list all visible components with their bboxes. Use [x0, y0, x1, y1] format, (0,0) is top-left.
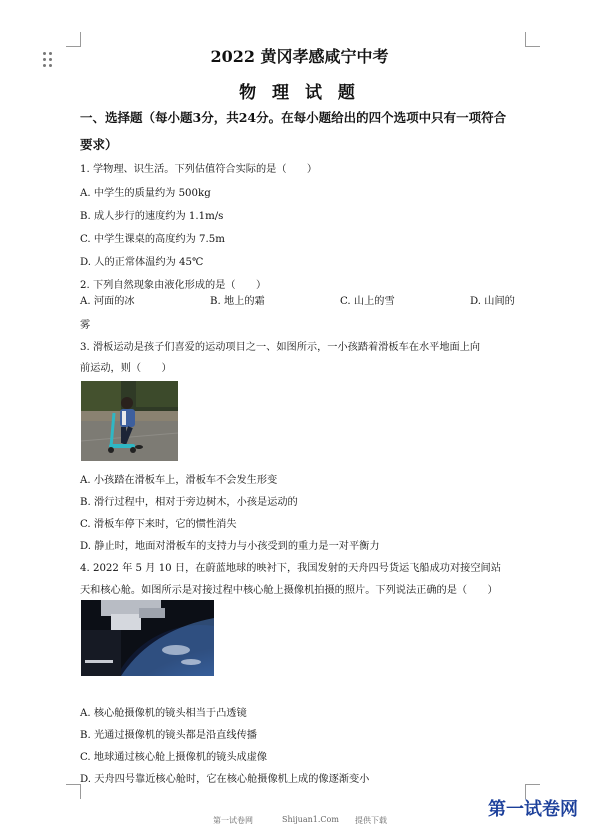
- section-heading: 一、选择题（每小题3分，共24分。在每小题给出的四个选项中只有一项符合 要求）: [80, 110, 507, 152]
- q2-option-c: C. 山上的雪: [340, 296, 395, 307]
- q4-option-d: D. 天舟四号靠近核心舱时，它在核心舱摄像机上成的像逐渐变小: [80, 774, 370, 785]
- page-subtitle: 物 理 试 题: [239, 83, 360, 103]
- scooter-photo: [81, 381, 178, 461]
- q3-option-d: D. 静止时，地面对滑板车的支持力与小孩受到的重力是一对平衡力: [80, 541, 380, 552]
- q3-option-c: C. 滑板车停下来时，它的惯性消失: [80, 519, 237, 530]
- q1-option-b: B. 成人步行的速度约为 1.1m/s: [80, 211, 224, 222]
- q4-option-c: C. 地球通过核心舱上摄像机的镜头成虚像: [80, 752, 268, 763]
- footer-site-url[interactable]: Shijuan1.Com: [282, 815, 339, 824]
- q2-option-a: A. 河面的冰: [80, 296, 135, 307]
- q1-stem: 1. 学物理、识生活。下列估值符合实际的是（ ）: [80, 164, 318, 175]
- q2-stem: 2. 下列自然现象由液化形成的是（ ）: [80, 280, 267, 291]
- q1-option-d: D. 人的正常体温约为 45℃: [80, 257, 204, 268]
- q4-stem-line2: 天和核心舱。如图所示是对接过程中核心舱上摄像机拍摄的照片。下列说法正确的是（ ）: [80, 585, 498, 596]
- q1-option-c: C. 中学生课桌的高度约为 7.5m: [80, 234, 225, 245]
- q2-option-b: B. 地上的霜: [210, 296, 265, 307]
- q3-option-a: A. 小孩踏在滑板车上，滑板车不会发生形变: [80, 475, 278, 486]
- q4-option-b: B. 光通过摄像机的镜头都是沿直线传播: [80, 730, 257, 741]
- page-title: 2022 黄冈孝感咸宁中考: [210, 47, 389, 66]
- q4-option-a: A. 核心舱摄像机的镜头相当于凸透镜: [80, 708, 247, 719]
- q3-stem-line1: 3. 滑板运动是孩子们喜爱的运动项目之一、如图所示，一小孩踏着滑板车在水平地面上向: [80, 342, 481, 353]
- q2-option-d-wrap: 雾: [80, 320, 91, 331]
- q3-option-b: B. 滑行过程中，相对于旁边树木，小孩是运动的: [80, 497, 298, 508]
- q4-stem-line1: 4. 2022 年 5 月 10 日，在蔚蓝地球的映衬下，我国发射的天舟四号货运飞船成功对接空间站: [80, 563, 501, 574]
- footer-download-text: 提供下载: [355, 816, 387, 825]
- brand-logo: 第一试卷网: [488, 799, 578, 820]
- footer-site-name: 第一试卷网: [213, 816, 253, 825]
- crop-mark-bottom-left: [66, 784, 81, 799]
- q3-stem-line2: 前运动，则（ ）: [80, 363, 172, 374]
- q2-option-d: D. 山间的: [470, 296, 515, 307]
- q1-option-a: A. 中学生的质量约为 500kg: [80, 188, 211, 199]
- space-station-photo: [81, 600, 214, 676]
